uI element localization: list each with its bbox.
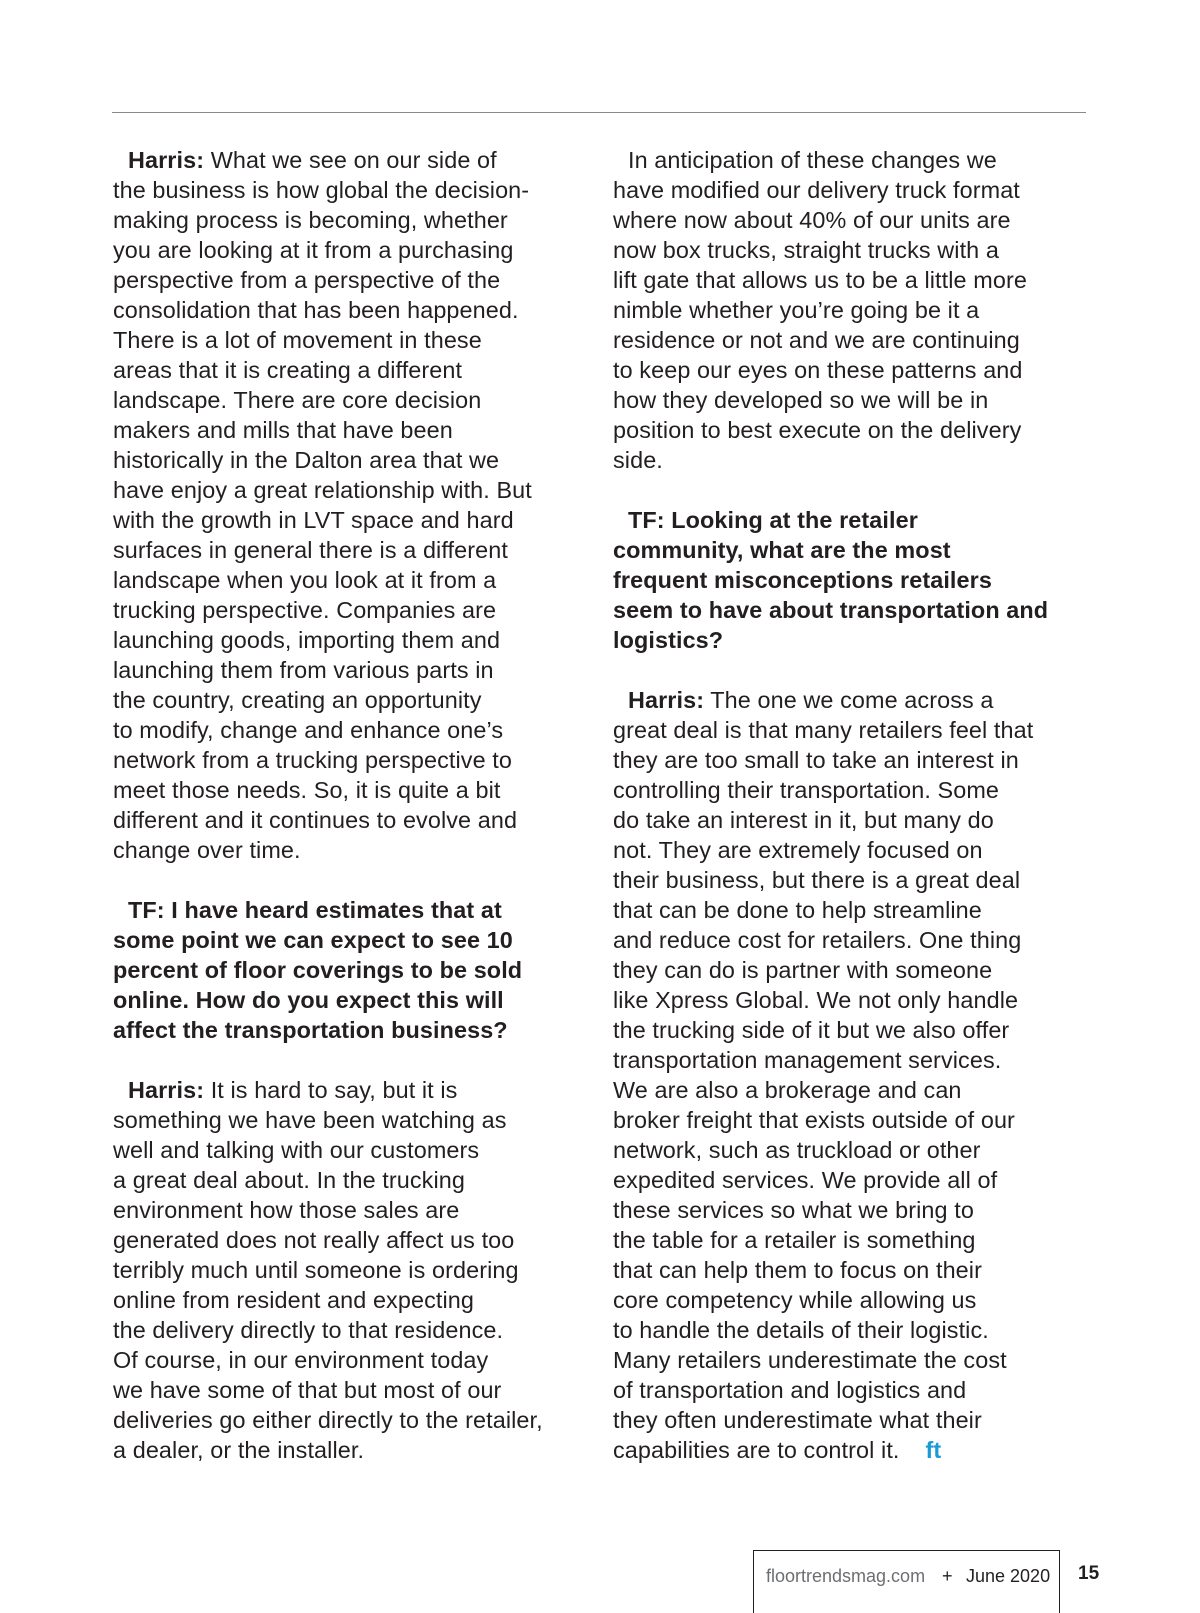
text-line [113, 985, 603, 1015]
line-text: The one we come across a [704, 687, 994, 713]
line-text: launching goods, importing them and [113, 627, 501, 653]
text-line [613, 385, 1095, 415]
line-text: nimble whether you’re going be it a [613, 297, 980, 323]
line-text: areas that it is creating a different [113, 357, 463, 383]
line-text: Many retailers underestimate the cost [613, 1347, 1007, 1373]
text-line [613, 1015, 1095, 1045]
answer-paragraph [613, 685, 1095, 1465]
line-text: What we see on our side of [204, 147, 497, 173]
paragraph-gap [613, 475, 1095, 505]
text-line [113, 715, 603, 745]
text-line [113, 1345, 603, 1375]
line-text: do take an interest in it, but many do [613, 807, 994, 833]
line-text: some point we can expect to see 10 [113, 927, 513, 953]
text-line [113, 805, 603, 835]
text-line [613, 1435, 1095, 1465]
line-text: core competency while allowing us [613, 1287, 977, 1313]
text-line [113, 505, 603, 535]
text-line [113, 385, 603, 415]
line-text: controlling their transportation. Some [613, 777, 1000, 803]
line-text: online from resident and expecting [113, 1287, 474, 1313]
line-text: We are also a brokerage and can [613, 1077, 962, 1103]
text-line [613, 175, 1095, 205]
line-text: now box trucks, straight trucks with a [613, 237, 999, 263]
text-line [113, 205, 603, 235]
line-text: consolidation that has been happened. [113, 297, 519, 323]
text-line [113, 1255, 603, 1285]
text-line [613, 565, 1095, 595]
text-line [613, 1075, 1095, 1105]
line-text: residence or not and we are continuing [613, 327, 1020, 353]
line-text: lift gate that allows us to be a little more [613, 267, 1027, 293]
paragraph-gap [113, 1045, 603, 1075]
line-text: different and it continues to evolve and [113, 807, 518, 833]
text-line [113, 445, 603, 475]
text-line [613, 865, 1095, 895]
text-line [613, 985, 1095, 1015]
speaker-label: Harris: [128, 147, 205, 173]
text-line [113, 1075, 603, 1105]
line-text: online. How do you expect this will [113, 987, 504, 1013]
text-line [613, 1285, 1095, 1315]
text-line [113, 295, 603, 325]
text-line [613, 1105, 1095, 1135]
text-line [613, 415, 1095, 445]
line-text: with the growth in LVT space and hard [113, 507, 514, 533]
text-line [613, 745, 1095, 775]
text-line [613, 1195, 1095, 1225]
line-text: network, such as truckload or other [613, 1137, 981, 1163]
text-line [613, 895, 1095, 925]
text-line [613, 1405, 1095, 1435]
line-text: have modified our delivery truck format [613, 177, 1020, 203]
text-line [113, 565, 603, 595]
right-column [613, 145, 1095, 1465]
line-text: There is a lot of movement in these [113, 327, 482, 353]
text-line [113, 355, 603, 385]
text-line [613, 205, 1095, 235]
paragraph-gap [613, 655, 1095, 685]
line-text: trucking perspective. Companies are [113, 597, 497, 623]
text-line [113, 625, 603, 655]
text-line [113, 955, 603, 985]
line-text: they are too small to take an interest in [613, 747, 1019, 773]
text-line [113, 1375, 603, 1405]
line-text: expedited services. We provide all of [613, 1167, 998, 1193]
line-text: TF: Looking at the retailer [628, 507, 918, 533]
line-text: they often underestimate what their [613, 1407, 982, 1433]
text-line [613, 805, 1095, 835]
text-line [113, 265, 603, 295]
text-line [113, 1105, 603, 1135]
text-line [113, 415, 603, 445]
text-line [613, 445, 1095, 475]
line-text: In anticipation of these changes we [628, 147, 997, 173]
text-line [113, 895, 603, 925]
line-text: affect the transportation business? [113, 1017, 508, 1043]
line-text: makers and mills that have been [113, 417, 453, 443]
line-text: they can do is partner with someone [613, 957, 993, 983]
text-line [113, 175, 603, 205]
line-text: broker freight that exists outside of our [613, 1107, 1015, 1133]
line-text: to keep our eyes on these patterns and [613, 357, 1023, 383]
text-line [613, 595, 1095, 625]
line-text: not. They are extremely focused on [613, 837, 983, 863]
text-line [613, 1315, 1095, 1345]
line-text: have enjoy a great relationship with. But [113, 477, 532, 503]
text-line [113, 1135, 603, 1165]
line-text: environment how those sales are [113, 1197, 460, 1223]
line-text: the delivery directly to that residence. [113, 1317, 504, 1343]
text-line [113, 655, 603, 685]
text-line [613, 925, 1095, 955]
text-line [113, 595, 603, 625]
text-line [613, 145, 1095, 175]
left-column [113, 145, 603, 1465]
line-text: It is hard to say, but it is [204, 1077, 458, 1103]
text-line [613, 1045, 1095, 1075]
text-line [613, 265, 1095, 295]
text-line [113, 1165, 603, 1195]
line-text: logistics? [613, 627, 724, 653]
text-line [613, 1165, 1095, 1195]
paragraph-gap [113, 865, 603, 895]
line-text: to handle the details of their logistic. [613, 1317, 989, 1343]
text-line [613, 295, 1095, 325]
text-line [113, 145, 603, 175]
line-text: where now about 40% of our units are [613, 207, 1011, 233]
text-line [613, 235, 1095, 265]
line-text: landscape. There are core decision [113, 387, 482, 413]
text-line [613, 715, 1095, 745]
line-text: transportation management services. [613, 1047, 1002, 1073]
line-text: these services so what we bring to [613, 1197, 974, 1223]
line-text: we have some of that but most of our [113, 1377, 502, 1403]
text-line [113, 1015, 603, 1045]
line-text: side. [613, 447, 663, 473]
line-text: Of course, in our environment today [113, 1347, 489, 1373]
text-line [613, 1225, 1095, 1255]
text-line [613, 1135, 1095, 1165]
footer-box [753, 1550, 1060, 1613]
text-line [113, 745, 603, 775]
line-text: change over time. [113, 837, 301, 863]
line-text: a dealer, or the installer. [113, 1437, 365, 1463]
speaker-label: Harris: [128, 1077, 205, 1103]
line-text: landscape when you look at it from a [113, 567, 497, 593]
line-text: to modify, change and enhance one’s [113, 717, 504, 743]
text-line [613, 955, 1095, 985]
line-text: of transportation and logistics and [613, 1377, 967, 1403]
line-text: the table for a retailer is something [613, 1227, 976, 1253]
footer-date: June 2020 [966, 1566, 1051, 1586]
line-text: launching them from various parts in [113, 657, 494, 683]
line-text: surfaces in general there is a different [113, 537, 508, 563]
line-text: meet those needs. So, it is quite a bit [113, 777, 501, 803]
page-number: 15 [1078, 1563, 1100, 1584]
line-text: a great deal about. In the trucking [113, 1167, 465, 1193]
text-line [113, 535, 603, 565]
text-line [113, 775, 603, 805]
footer-site[interactable]: floortrendsmag.com [766, 1566, 926, 1586]
line-text: their business, but there is a great deal [613, 867, 1021, 893]
question-block [113, 895, 603, 1045]
line-text: something we have been watching as [113, 1107, 507, 1133]
text-line [613, 775, 1095, 805]
line-text: you are looking at it from a purchasing [113, 237, 514, 263]
line-text: position to best execute on the delivery [613, 417, 1022, 443]
text-line [113, 1195, 603, 1225]
text-line [113, 235, 603, 265]
line-text: like Xpress Global. We not only handle [613, 987, 1019, 1013]
text-line [113, 1225, 603, 1255]
line-text: well and talking with our customers [113, 1137, 480, 1163]
line-text: network from a trucking perspective to [113, 747, 513, 773]
line-text: TF: I have heard estimates that at [128, 897, 502, 923]
text-line [613, 1255, 1095, 1285]
text-line [613, 325, 1095, 355]
text-line [613, 625, 1095, 655]
line-text: that can be done to help streamline [613, 897, 982, 923]
text-line [113, 835, 603, 865]
line-text: perspective from a perspective of the [113, 267, 501, 293]
answer-paragraph [613, 145, 1095, 475]
line-text: the country, creating an opportunity [113, 687, 482, 713]
line-text: that can help them to focus on their [613, 1257, 982, 1283]
text-line [113, 1405, 603, 1435]
top-rule [112, 112, 1086, 113]
line-text: frequent misconceptions retailers [613, 567, 992, 593]
line-text: seem to have about transportation and [613, 597, 1049, 623]
line-text: the trucking side of it but we also offer [613, 1017, 1010, 1043]
text-line [113, 1315, 603, 1345]
line-text: terribly much until someone is ordering [113, 1257, 519, 1283]
text-line [113, 685, 603, 715]
end-mark: ft [925, 1437, 942, 1463]
text-line [613, 1345, 1095, 1375]
text-line [613, 835, 1095, 865]
footer-separator: + [942, 1566, 953, 1586]
line-text: deliveries go either directly to the retailer, [113, 1407, 543, 1433]
text-line [113, 1435, 603, 1465]
answer-paragraph [113, 1075, 603, 1465]
line-text: historically in the Dalton area that we [113, 447, 500, 473]
text-line [613, 505, 1095, 535]
text-line [113, 325, 603, 355]
line-text: great deal is that many retailers feel that [613, 717, 1034, 743]
line-text: how they developed so we will be in [613, 387, 989, 413]
question-block [613, 505, 1095, 655]
answer-paragraph [113, 145, 603, 865]
text-line [613, 1375, 1095, 1405]
text-line [113, 475, 603, 505]
line-text: capabilities are to control it. [613, 1437, 900, 1463]
line-text: making process is becoming, whether [113, 207, 508, 233]
text-line [613, 355, 1095, 385]
speaker-label: Harris: [628, 687, 705, 713]
line-text: and reduce cost for retailers. One thing [613, 927, 1022, 953]
text-line [613, 685, 1095, 715]
text-line [113, 1285, 603, 1315]
text-line [113, 925, 603, 955]
text-line [613, 535, 1095, 565]
line-text: percent of floor coverings to be sold [113, 957, 523, 983]
line-text: community, what are the most [613, 537, 951, 563]
line-text: generated does not really affect us too [113, 1227, 515, 1253]
line-text: the business is how global the decision- [113, 177, 530, 203]
